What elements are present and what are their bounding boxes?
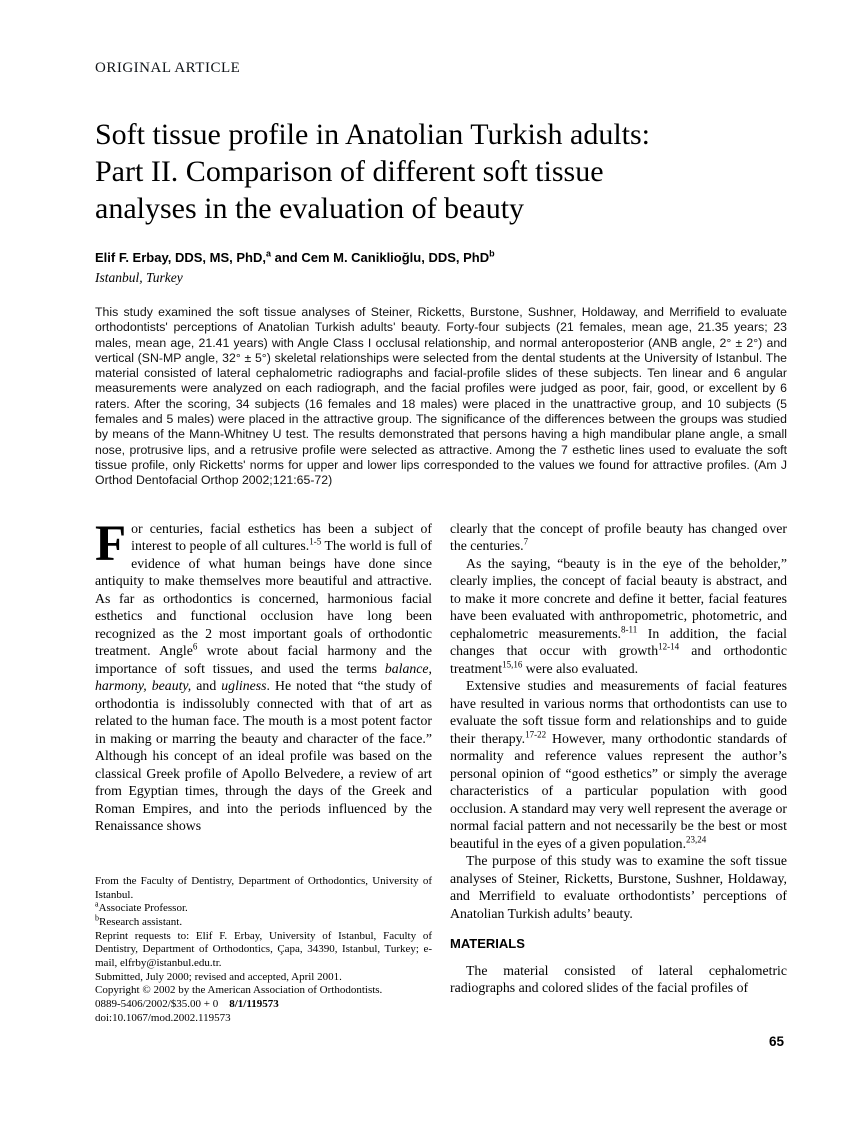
body-paragraph: The purpose of this study was to examine the soft tissue analyses of Steiner, Ricketts, Burstone, Sushner, Holdaway, and Merrifield to evaluate orthodontists’ perceptions of Anatolian Turkish adults’ beauty. [450, 853, 787, 921]
two-column-body [95, 515, 788, 1026]
article-title-line: Soft tissue profile in Anatolian Turkish adults: [95, 118, 651, 151]
section-heading-materials: MATERIALS [450, 936, 525, 952]
footnote-item: 0889-5406/2002/$35.00 + 0 8/1/119573 [95, 998, 279, 1011]
right-column [450, 520, 787, 1026]
footnote-item: Copyright © 2002 by the American Association of Orthodontists. [95, 984, 383, 997]
footnote-item: doi:10.1067/mod.2002.119573 [95, 1011, 231, 1024]
authors-line: Elif F. Erbay, DDS, MS, PhD,$^a$ and Cem M. Caniklioğlu, DDS, PhD$^b$ [95, 248, 495, 265]
body-paragraph: For centuries, facial esthetics has been a subject of interest to people of all cultures.$^{1-5}$ The world is full of evidence of what human beings have done since antiquity to make themselves more beautiful and attractive. As far as orthodontics is concerned, harmonious facial esthetics and functional occlusion have long been recognized as the 2 most important goals of orthodontic treatment. Angle$^6$ wrote about facial harmony and the importance of soft tissues, and used the terms balance, harmony, beauty, and ugliness. He noted that “the study of orthodontia is indissolubly connected with that of art as related to the human face. The mouth is a most potent factor in making or marring the beauty and character of the face.” Although his concept of an ideal profile was based on the classical Greek profile of Apollo Belvedere, a review of art from Egyptian times, through the days of the Greek and Roman Empires, and into the periods influenced by the Renaissance shows [95, 515, 432, 834]
footnote-item: $^a$Associate Professor. [95, 899, 188, 915]
page-number: 65 [768, 1034, 784, 1049]
footnote-item: Submitted, July 2000; revised and accepted, April 2001. [95, 970, 342, 983]
article-type-label: ORIGINAL ARTICLE [95, 60, 241, 76]
drop-cap: F [95, 515, 127, 572]
body-paragraph: As the saying, “beauty is in the eye of the beholder,” clearly implies, the concept of facial beauty is abstract, and to make it more concrete and define it better, facial features have been evaluated with anthropometric, photometric, and cephalometric measurements.$^{8-11}$ In addition, the facial changes that occur with growth$^{12-14}$ and orthodontic treatment$^{15,16}$ were also evaluated. [450, 555, 787, 676]
article-title [95, 116, 787, 227]
body-paragraph: clearly that the concept of profile beauty has changed over the centuries.$^7$ [450, 520, 787, 554]
body-paragraph: The material consisted of lateral cephalometric radiographs and colored slides of the facial profiles of [450, 962, 787, 996]
left-column [95, 515, 432, 1026]
body-paragraph: Extensive studies and measurements of facial features have resulted in various norms that orthodontists can use to evaluate the soft tissue form and relationships and to guide their therapy.$^{17-22}$ However, many orthodontic standards of normality and reference values represent the author’s personal opinion of “good esthetics” or simply the average characteristics of a particular population with good occlusion. A standard may very well represent the average or normal facial pattern and not necessarily be the best or most beautiful in the eyes of a given population.$^{23,24}$ [450, 678, 788, 851]
footnote-item: From the Faculty of Dentistry, Department of Orthodontics, University of Istanbul. [95, 874, 432, 901]
article-title-line: Part II. Comparison of different soft tissue [95, 155, 604, 188]
abstract-text: This study examined the soft tissue analyses of Steiner, Ricketts, Burstone, Sushner, Holdaway, and Merrifield to evaluate orthodontists' perceptions of Anatolian Turkish adults' beauty. Forty-four subjects (21 females, mean age, 21.35 years; 23 males, mean age, 21.41 years) with Angle Class I occlusal relationship, and normal anteroposterior (ANB angle, 2° ± 2°) and vertical (SN-MP angle, 32° ± 5°) skeletal relationships were selected from the dental students at the University of Istanbul. The material consisted of lateral cephalometric radiographs and facial-profile slides of these subjects. Ten linear and 6 angular measurements were analyzed on each radiograph, and the facial profiles were judged as poor, fair, good, or excellent by 6 raters. After the scoring, 34 subjects (16 females and 18 males) were placed in the unattractive group, and 10 subjects (5 females and 5 males) were placed in the attractive group. The significance of the differences between the groups was studied by means of the Mann-Whitney U test. The results demonstrated that persons having a high mandibular plane angle, a small nose, protrusive lips, and a retrusive profile were selected as attractive. Among the 7 esthetic lines used to evaluate the soft tissue profile, only Ricketts' norms for upper and lower lips corresponded to the values we found for attractive profiles. (Am J Orthod Dentofacial Orthop 2002;121:65-72) [95, 305, 787, 488]
footnote-block [95, 875, 432, 1026]
article-title-line: analyses in the evaluation of beauty [95, 192, 525, 225]
footnote-item: $^b$Research assistant. [95, 913, 183, 928]
affiliation: Istanbul, Turkey [95, 270, 183, 285]
footnote-item: Reprint requests to: Elif F. Erbay, University of Istanbul, Faculty of Dentistry, Department of Orthodontics, Çapa, 34390, Istanbul, Turkey; e-mail, elfrby@istanbul.edu.tr. [95, 929, 432, 970]
